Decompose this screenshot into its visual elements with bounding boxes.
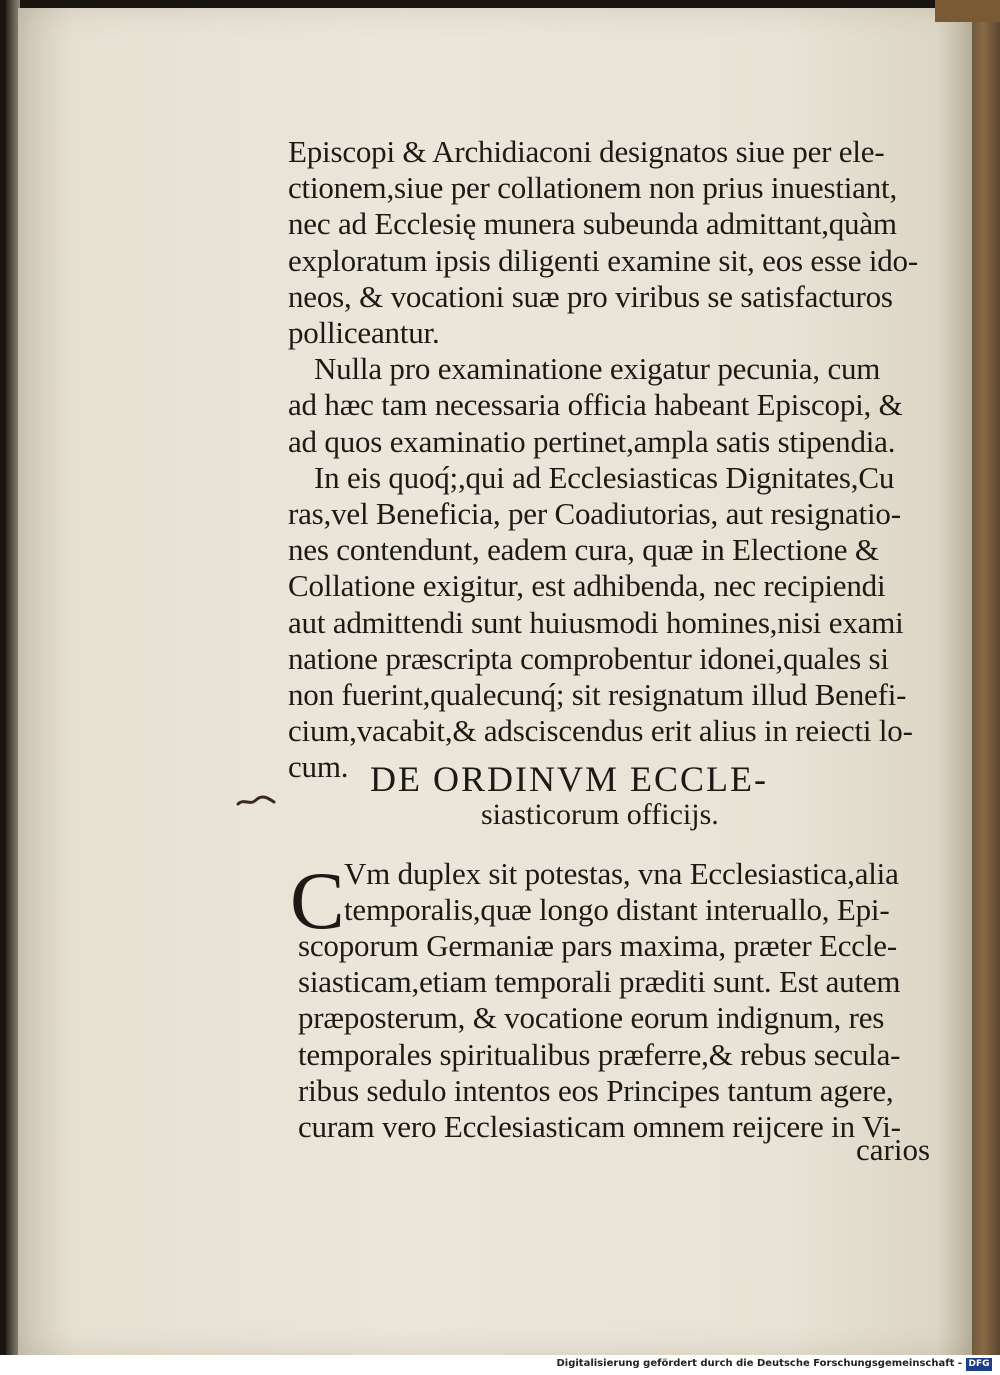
text-line: neos, & vocationi suæ pro viribus se satisfacturos (288, 278, 893, 314)
text-line: natione præscripta comprobentur idonei,quales si (288, 640, 889, 676)
section-subheading: siasticorum officijs. (481, 798, 719, 831)
text-line: Collatione exigitur, est adhibenda, nec recipiendi (288, 568, 886, 604)
text-line: siasticam,etiam temporali præditi sunt. Est autem (298, 964, 901, 1000)
margin-ink-mark (236, 794, 276, 808)
text-line: ad hæc tam necessaria officia habeant Episcopi, & (288, 387, 903, 423)
section-heading: DE ORDINVM ECCLE- (370, 759, 768, 799)
text-line: ctionem,siue per collationem non prius inuestiant, (288, 170, 898, 206)
text-line: Nulla pro examinatione exigatur pecunia, cum (314, 351, 881, 387)
text-line: nes contendunt, eadem cura, quæ in Electione & (288, 532, 879, 568)
text-line: ad quos examinatio pertinet,ampla satis stipendia. (288, 423, 896, 459)
footer-credit: Digitalisierung gefördert durch die Deutsche Forschungsgemeinschaft - (556, 1358, 962, 1369)
text-line: aut admittendi sunt huiusmodi homines,nisi exami (288, 604, 904, 640)
text-line: Vm duplex sit potestas, vna Ecclesiastica,alia (344, 856, 899, 891)
text-line: In eis quoq́;,qui ad Ecclesiasticas Dignitates,Cu (314, 459, 895, 495)
text-line: cium,vacabit,& adsciscendus erit alius in reiecti lo- (288, 713, 913, 749)
text-line: præposterum, & vocatione eorum indignum, res (298, 1000, 885, 1036)
text-line: curam vero Ecclesiasticam omnem reijcere in Vi- (298, 1108, 901, 1144)
text-line: nec ad Ecclesię munera subeunda admittant,quàm (288, 206, 897, 242)
dfg-logo: DFG (966, 1358, 992, 1371)
page-text (18, 8, 976, 1355)
book-page (18, 8, 976, 1355)
text-line: cum. (288, 749, 349, 785)
catchword: carios (856, 1132, 931, 1167)
text-line: ribus sedulo intentos eos Principes tantum agere, (298, 1072, 894, 1108)
text-line: exploratum ipsis diligenti examine sit, eos esse ido- (288, 242, 918, 278)
page-right-edge (972, 0, 1000, 1355)
text-line: ras,vel Beneficia, per Coadiutorias, aut resignatio- (288, 496, 901, 531)
text-line: polliceantur. (288, 315, 440, 350)
corner-stain (935, 0, 1000, 22)
text-line: non fuerint,qualecunq́; sit resignatum illud Benefi- (288, 677, 907, 712)
text-line: Episcopi & Archidiaconi designatos siue per ele- (288, 134, 885, 169)
text-line: temporales spiritualibus præferre,& rebus secula- (298, 1036, 901, 1072)
text-line: scoporum Germaniæ pars maxima, præter Eccle- (298, 928, 897, 964)
text-line: temporalis,quæ longo distant interuallo, Epi- (344, 892, 890, 928)
drop-cap: C (290, 855, 345, 946)
footer-bar (0, 1355, 1000, 1375)
